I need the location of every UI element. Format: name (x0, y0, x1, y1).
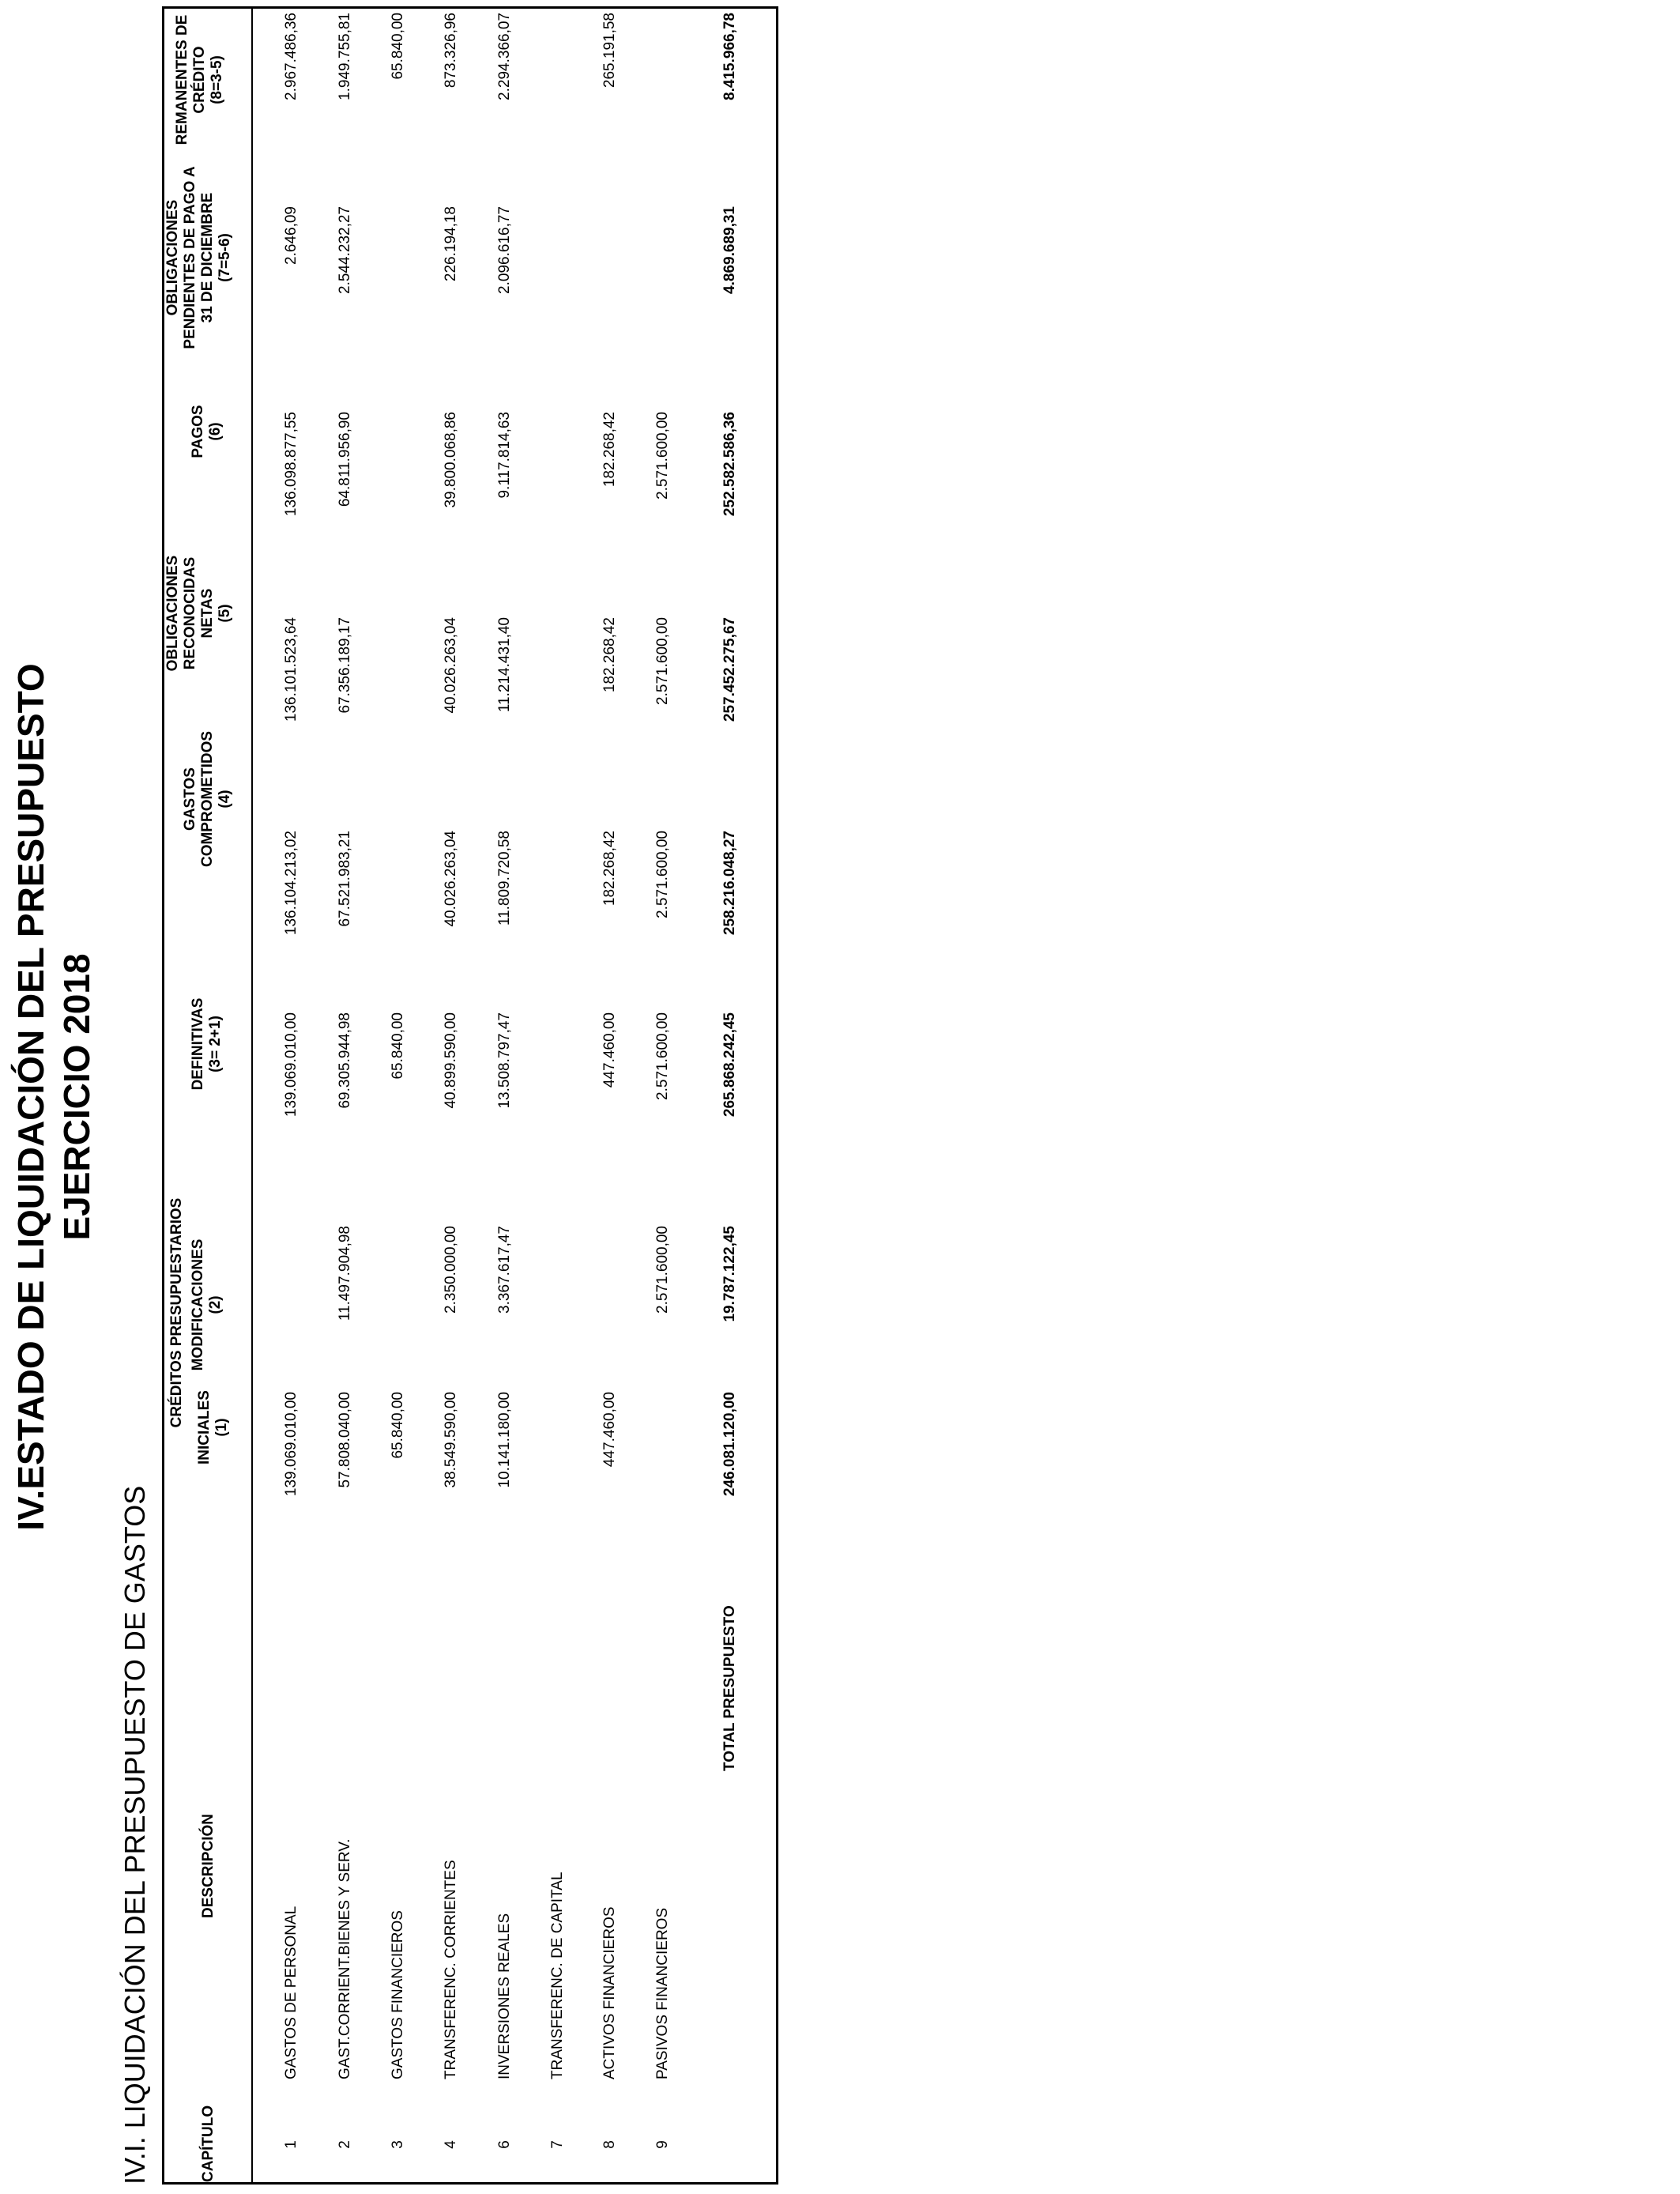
capitulo-cell: 7 (549, 2140, 566, 2149)
header-modificaciones: MODIFICACIONES (2) (190, 1238, 224, 1371)
total-pendientes-cell: 4.869.689,31 (721, 206, 738, 294)
obligaciones-cell: 67.356.189,17 (337, 617, 353, 714)
definitivas-cell: 69.305.944,98 (337, 1012, 353, 1109)
header-pagos: PAGOS (6) (190, 405, 224, 458)
page-title: IV.ESTADO DE LIQUIDACIÓN DEL PRESUPUESTO (10, 663, 51, 1531)
header-creditos-group: CRÉDITOS PRESUPUESTARIOS (168, 1197, 185, 1428)
total-modificaciones-cell: 19.787.122,45 (721, 1226, 738, 1322)
comprometidos-cell: 136.104.213,02 (283, 831, 299, 936)
header-iniciales: INICIALES (1) (196, 1390, 230, 1465)
definitivas-cell: 13.508.797,47 (496, 1012, 513, 1109)
page-subtitle-year: EJERCICIO 2018 (56, 953, 97, 1241)
section-title: IV.I. LIQUIDACIÓN DEL PRESUPUESTO DE GASTOS (119, 1485, 151, 2185)
capitulo-cell: 6 (496, 2140, 513, 2149)
header-divider (251, 9, 253, 2182)
comprometidos-cell: 2.571.600,00 (654, 831, 671, 918)
capitulo-cell: 1 (283, 2140, 299, 2149)
pagos-cell: 136.098.877,55 (283, 412, 299, 517)
descripcion-cell: GASTOS DE PERSONAL (283, 1906, 299, 2079)
modificaciones-cell: 3.367.617,47 (496, 1226, 513, 1314)
remanentes-cell: 1.949.755,81 (337, 13, 353, 100)
pagos-cell: 64.811.956,90 (337, 412, 353, 507)
pagos-cell: 9.117.814,63 (496, 412, 513, 499)
total-comprometidos-cell: 258.216.048,27 (721, 831, 738, 936)
iniciales-cell: 139.069.010,00 (283, 1392, 299, 1497)
remanentes-cell: 2.294.366,07 (496, 13, 513, 100)
pagos-cell: 39.800.068,86 (443, 412, 459, 508)
modificaciones-cell: 2.571.600,00 (654, 1226, 671, 1314)
total-label: TOTAL PRESUPUESTO (721, 1605, 738, 1771)
pagos-cell: 182.268,42 (601, 412, 618, 488)
header-descripcion: DESCRIPCIÓN (200, 1814, 217, 1918)
total-definitivas-cell: 265.868.242,45 (721, 1012, 738, 1118)
comprometidos-cell: 40.026.263,04 (443, 831, 459, 927)
definitivas-cell: 40.899.590,00 (443, 1012, 459, 1109)
comprometidos-cell: 182.268,42 (601, 831, 618, 907)
definitivas-cell: 65.840,00 (390, 1012, 406, 1080)
total-pagos-cell: 252.582.586,36 (721, 412, 738, 517)
header-capitulo: CAPÍTULO (200, 2105, 217, 2182)
iniciales-cell: 10.141.180,00 (496, 1392, 513, 1488)
remanentes-cell: 873.326,96 (443, 13, 459, 89)
total-iniciales-cell: 246.081.120,00 (721, 1392, 738, 1497)
descripcion-cell: TRANSFERENC. CORRIENTES (443, 1860, 459, 2079)
iniciales-cell: 447.460,00 (601, 1392, 618, 1468)
descripcion-cell: GAST.CORRIENT.BIENES Y SERV. (337, 1838, 353, 2079)
capitulo-cell: 8 (601, 2140, 618, 2149)
remanentes-cell: 65.840,00 (390, 13, 406, 80)
obligaciones-cell: 40.026.263,04 (443, 617, 459, 714)
obligaciones-cell: 2.571.600,00 (654, 617, 671, 705)
comprometidos-cell: 11.809.720,58 (496, 831, 513, 926)
obligaciones-cell: 136.101.523,64 (283, 617, 299, 722)
header-remanentes: REMANENTES DE CRÉDITO (8=3-5) (174, 14, 225, 145)
descripcion-cell: TRANSFERENC. DE CAPITAL (549, 1872, 566, 2079)
descripcion-cell: GASTOS FINANCIEROS (390, 1910, 406, 2079)
iniciales-cell: 65.840,00 (390, 1392, 406, 1459)
iniciales-cell: 57.808.040,00 (337, 1392, 353, 1488)
capitulo-cell: 4 (443, 2140, 459, 2149)
definitivas-cell: 139.069.010,00 (283, 1012, 299, 1118)
iniciales-cell: 38.549.590,00 (443, 1392, 459, 1488)
capitulo-cell: 9 (654, 2140, 671, 2149)
obligaciones-cell: 11.214.431,40 (496, 617, 513, 713)
remanentes-cell: 265.191,58 (601, 13, 618, 89)
descripcion-cell: INVERSIONES REALES (496, 1913, 513, 2079)
header-obligaciones: OBLIGACIONES RECONOCIDAS NETAS (5) (164, 555, 233, 672)
header-definitivas: DEFINITIVAS (3= 2+1) (190, 997, 224, 1091)
pagos-cell: 2.571.600,00 (654, 412, 671, 499)
capitulo-cell: 2 (337, 2140, 353, 2149)
header-comprometidos: GASTOS COMPROMETIDOS (4) (182, 730, 233, 868)
pendientes-cell: 2.544.232,27 (337, 206, 353, 294)
definitivas-cell: 447.460,00 (601, 1012, 618, 1088)
total-obligaciones-cell: 257.452.275,67 (721, 617, 738, 722)
capitulo-cell: 3 (390, 2140, 406, 2149)
pendientes-cell: 2.096.616,77 (496, 206, 513, 294)
modificaciones-cell: 2.350.000,00 (443, 1226, 459, 1314)
total-remanentes-cell: 8.415.966,78 (721, 13, 738, 100)
modificaciones-cell: 11.497.904,98 (337, 1226, 353, 1321)
pendientes-cell: 226.194,18 (443, 206, 459, 282)
comprometidos-cell: 67.521.983,21 (337, 831, 353, 927)
header-pendientes: OBLIGACIONES PENDIENTES DE PAGO A 31 DE DICIEMBRE (7=5-6) (164, 166, 233, 349)
descripcion-cell: ACTIVOS FINANCIEROS (601, 1906, 618, 2079)
definitivas-cell: 2.571.600,00 (654, 1012, 671, 1100)
descripcion-cell: PASIVOS FINANCIEROS (654, 1907, 671, 2079)
budget-table (162, 6, 778, 2185)
remanentes-cell: 2.967.486,36 (283, 13, 299, 100)
pendientes-cell: 2.646,09 (283, 206, 299, 265)
obligaciones-cell: 182.268,42 (601, 617, 618, 693)
